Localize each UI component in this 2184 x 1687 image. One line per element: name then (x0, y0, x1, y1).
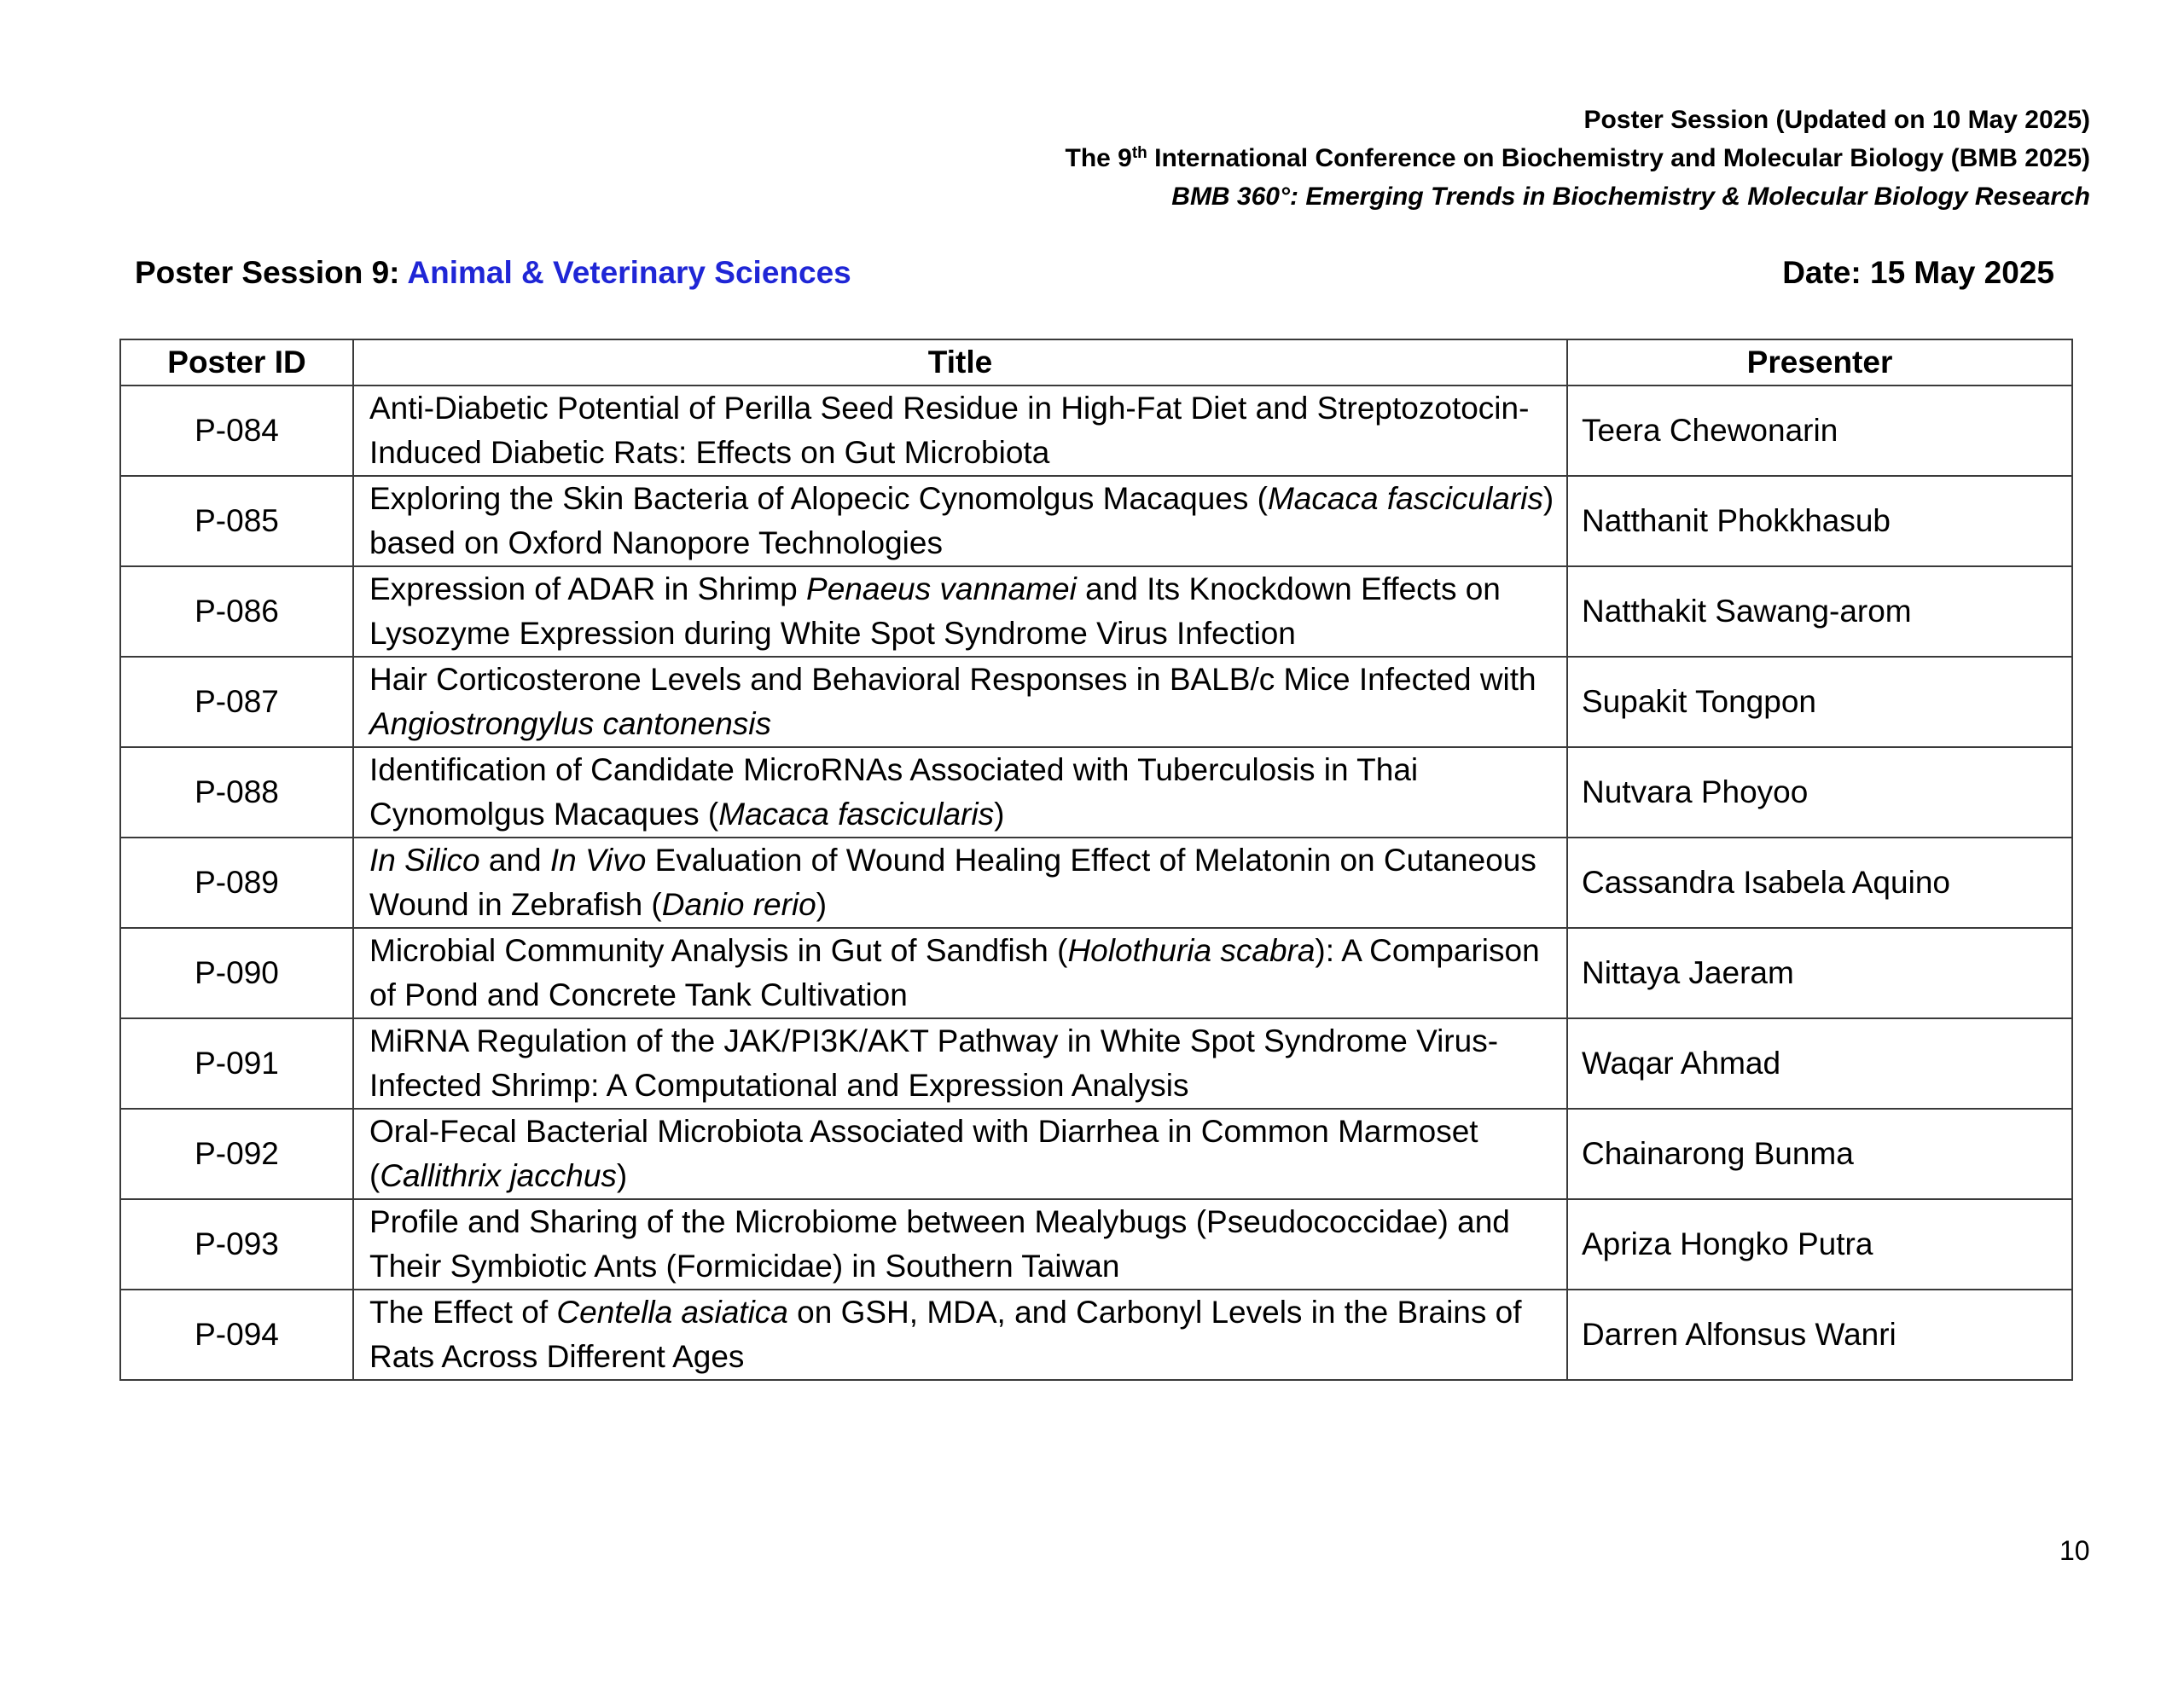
poster-title-cell (353, 1109, 1567, 1199)
poster-id-cell: P-084 (120, 386, 353, 476)
poster-title-cell (353, 1018, 1567, 1109)
page-number: 10 (2059, 1535, 2090, 1566)
title-segment: Exploring the Skin Bacteria of Alopecic Cynomolgus Macaques ( (369, 481, 1268, 516)
column-header-presenter: Presenter (1567, 339, 2072, 386)
poster-title-cell (353, 1290, 1567, 1380)
poster-id-cell: P-089 (120, 838, 353, 928)
title-italic-segment: Callithrix jacchus (380, 1158, 617, 1193)
title-italic-segment: In Vivo (549, 843, 647, 878)
poster-id-cell: P-093 (120, 1199, 353, 1290)
presenter-cell: Nutvara Phoyoo (1567, 747, 2072, 838)
presenter-cell: Teera Chewonarin (1567, 386, 2072, 476)
title-segment: Hair Corticosterone Levels and Behavioral Responses in BALB/c Mice Infected with (369, 662, 1536, 697)
poster-id-cell: P-094 (120, 1290, 353, 1380)
table-row (120, 838, 2072, 928)
title-segment: Expression of ADAR in Shrimp (369, 571, 807, 606)
title-italic-segment: Penaeus vannamei (806, 571, 1077, 606)
poster-id-cell: P-085 (120, 476, 353, 566)
poster-title-cell (353, 928, 1567, 1018)
presenter-cell: Supakit Tongpon (1567, 657, 2072, 747)
poster-table (119, 339, 2073, 1381)
table-row (120, 657, 2072, 747)
poster-title-cell (353, 566, 1567, 657)
presenter-cell: Nittaya Jaeram (1567, 928, 2072, 1018)
title-segment: Microbial Community Analysis in Gut of Sandfish ( (369, 933, 1068, 968)
table-row (120, 1290, 2072, 1380)
title-segment: Identification of Candidate MicroRNAs Associated with Tuberculosis in Thai Cynomolgus Macaques ( (369, 752, 1419, 832)
title-italic-segment: Macaca fascicularis (718, 797, 995, 832)
presenter-cell: Cassandra Isabela Aquino (1567, 838, 2072, 928)
title-segment: and Its Knockdown Effects on Lysozyme Expression during White Spot Syndrome Virus Infection (369, 571, 1501, 651)
presenter-cell: Chainarong Bunma (1567, 1109, 2072, 1199)
title-segment: ) based on Oxford Nanopore Technologies (369, 481, 1554, 560)
table-row (120, 566, 2072, 657)
poster-title-cell (353, 1199, 1567, 1290)
header-update-line: Poster Session (Updated on 10 May 2025) (1583, 106, 2090, 134)
title-segment: ): A Comparison of Pond and Concrete Tank Cultivation (369, 933, 1540, 1012)
column-header-poster-id: Poster ID (120, 339, 353, 386)
title-italic-segment: Danio rerio (661, 887, 816, 922)
title-segment: on GSH, MDA, and Carbonyl Levels in the Brains of Rats Across Different Ages (369, 1295, 1522, 1374)
document-header (1066, 101, 2091, 216)
presenter-cell: Apriza Hongko Putra (1567, 1199, 2072, 1290)
header-conference-prefix: The 9 (1065, 144, 1132, 172)
poster-title-cell (353, 747, 1567, 838)
poster-id-cell: P-087 (120, 657, 353, 747)
session-topic: Animal & Veterinary Sciences (407, 255, 851, 290)
poster-title-cell (353, 657, 1567, 747)
title-italic-segment: Holothuria scabra (1067, 933, 1316, 968)
column-header-title: Title (353, 339, 1567, 386)
poster-id-cell: P-090 (120, 928, 353, 1018)
presenter-cell: Natthakit Sawang-arom (1567, 566, 2072, 657)
header-ordinal-superscript: th (1131, 144, 1147, 162)
title-segment: ) (616, 1158, 628, 1193)
header-conference-line (1066, 139, 2091, 177)
table-header-row (120, 339, 2072, 386)
title-segment: The Effect of (369, 1295, 557, 1330)
presenter-cell: Darren Alfonsus Wanri (1567, 1290, 2072, 1380)
header-theme-line: BMB 360°: Emerging Trends in Biochemistry & Molecular Biology Research (1171, 183, 2090, 211)
poster-title-cell (353, 838, 1567, 928)
table-row (120, 476, 2072, 566)
poster-title-cell (353, 476, 1567, 566)
table-row (120, 928, 2072, 1018)
table-row (120, 1109, 2072, 1199)
poster-id-cell: P-091 (120, 1018, 353, 1109)
title-segment: and (479, 843, 550, 878)
title-italic-segment: Centella asiatica (556, 1295, 788, 1330)
session-heading (135, 252, 2054, 294)
table-row (120, 386, 2072, 476)
title-segment: ) (816, 887, 828, 922)
title-segment: Profile and Sharing of the Microbiome between Mealybugs (Pseudococcidae) and Their Symbiotic Ants (Formicidae) in Southern Taiwan (369, 1204, 1510, 1284)
session-label: Poster Session 9: (135, 255, 408, 290)
title-segment: Anti-Diabetic Potential of Perilla Seed Residue in High-Fat Diet and Streptozotocin-Induced Diabetic Rats: Effects on Gut Microbiota (369, 391, 1530, 470)
title-segment: Evaluation of Wound Healing Effect of Melatonin on Cutaneous Wound in Zebrafish ( (369, 843, 1536, 922)
title-italic-segment: In Silico (369, 843, 480, 878)
title-italic-segment: Angiostrongylus cantonensis (369, 706, 772, 741)
poster-title-cell (353, 386, 1567, 476)
table-row (120, 1199, 2072, 1290)
poster-rows (120, 386, 2072, 1380)
table-row (120, 747, 2072, 838)
session-date: Date: 15 May 2025 (1782, 255, 2054, 290)
title-italic-segment: Macaca fascicularis (1267, 481, 1543, 516)
poster-id-cell: P-086 (120, 566, 353, 657)
header-conference-suffix: International Conference on Biochemistry and Molecular Biology (BMB 2025) (1147, 144, 2090, 172)
poster-id-cell: P-092 (120, 1109, 353, 1199)
presenter-cell: Natthanit Phokkhasub (1567, 476, 2072, 566)
title-segment: ) (994, 797, 1005, 832)
poster-id-cell: P-088 (120, 747, 353, 838)
title-segment: Oral-Fecal Bacterial Microbiota Associated with Diarrhea in Common Marmoset ( (369, 1114, 1478, 1193)
presenter-cell: Waqar Ahmad (1567, 1018, 2072, 1109)
title-segment: MiRNA Regulation of the JAK/PI3K/AKT Pathway in White Spot Syndrome Virus-Infected Shrimp: A Computational and Expression Analysis (369, 1023, 1499, 1103)
table-row (120, 1018, 2072, 1109)
